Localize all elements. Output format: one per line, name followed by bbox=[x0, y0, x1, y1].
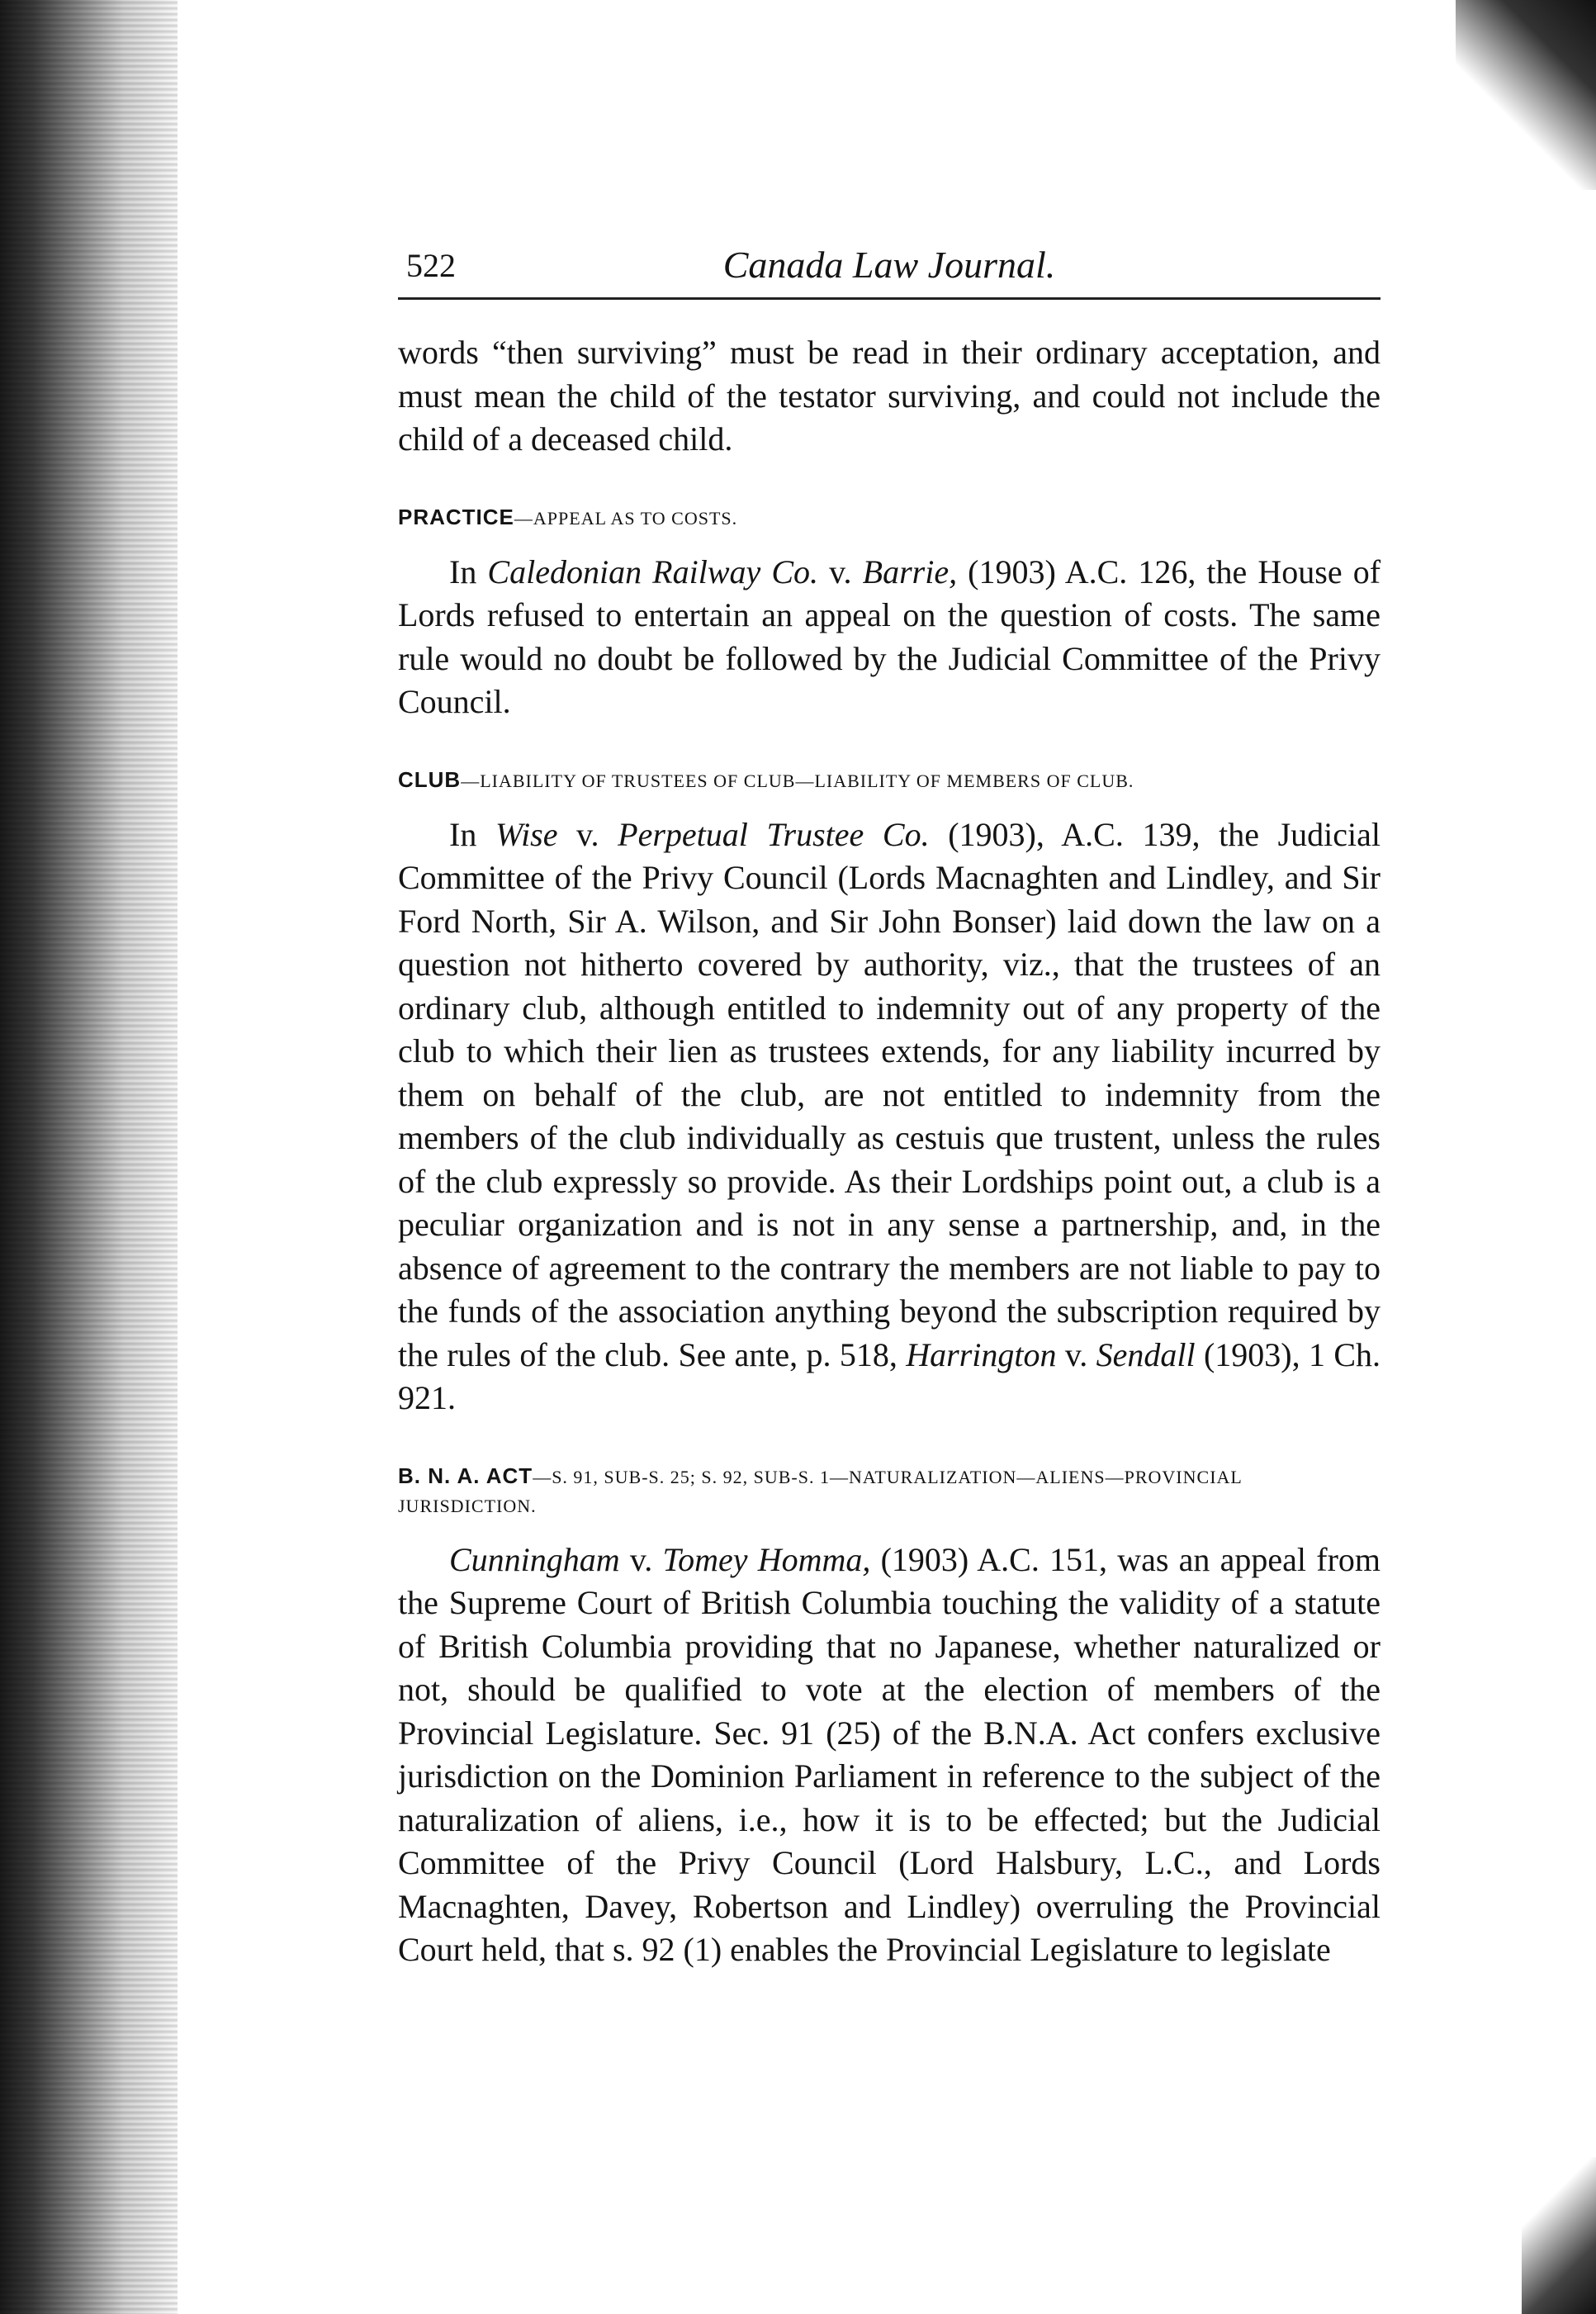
text-run: (1903), 1 Ch. 921. bbox=[398, 1335, 1381, 1416]
page-header bbox=[398, 239, 1381, 300]
text-run: (1903) A.C. 151, was an appeal from the Supreme Court of British Columbia touching the validity of a statute of British Columbia providing that no Japanese, whether naturalized or not, should be qualified to vote at the election of members of the Provincial Legislature. Sec. 91 (25) of the B.N.A. Act confers exclusive jurisdiction on the Dominion Parliament in reference to the subject of the naturalization of aliens, i.e., how it is to be effected; but the Judicial Committee of the Privy Council (Lord Halsbury, L.C., and Lords Macnaghten, Davey, Robertson and Lindley) overruling the Provincial Court held, that s. 92 (1) enables the Provincial Legislature to legislate bbox=[398, 1540, 1381, 1968]
page-number: 522 bbox=[406, 247, 456, 284]
bna-paragraph bbox=[398, 1539, 1381, 1972]
case-name: Barrie, bbox=[862, 552, 958, 590]
text-run: In bbox=[449, 815, 495, 853]
section-heading-practice bbox=[398, 503, 1381, 533]
heading-rest: —APPEAL AS TO COSTS. bbox=[514, 507, 738, 529]
section-heading-club bbox=[398, 766, 1381, 795]
journal-page bbox=[398, 239, 1381, 1972]
text-run: In bbox=[449, 552, 488, 590]
text-run: (1903) A.C. 126, the House of Lords refused to entertain an appeal on the question of costs. The same rule would no doubt be followed by the Judicial Committee of the Privy Council. bbox=[398, 552, 1381, 720]
case-name: Harrington bbox=[906, 1335, 1057, 1373]
scan-corner-shadow bbox=[1456, 0, 1596, 190]
text-run: v. bbox=[1056, 1335, 1096, 1373]
heading-lead: B. N. A. ACT bbox=[398, 1463, 533, 1488]
text-run: (1903), A.C. 139, the Judicial Committee of the Privy Council (Lords Macnaghten and Lindley, and Sir Ford North, Sir A. Wilson, and Sir John Bonser) laid down the law on a question not hitherto covered by authority, viz., that the trustees of an ordinary club, although entitled to indemnity out of any property of the club to which their lien as trustees extends, for any liability incurred by them on behalf of the club, are not entitled to indemnity from the members of the club individually as cestuis que trustent, unless the rules of the club expressly so provide. As their Lordships point out, a club is a peculiar organization and is not in any sense a partnership, and, in the absence of agreement to the contrary the members are not liable to pay to the funds of the association anything beyond the subscription required by the rules of the club. See ante, p. 518, bbox=[398, 815, 1381, 1373]
article-body bbox=[398, 331, 1381, 1972]
scan-corner-shadow-bottom bbox=[1522, 2157, 1596, 2314]
case-name: Tomey Homma, bbox=[662, 1540, 871, 1578]
text-run: v. bbox=[818, 552, 863, 590]
heading-lead: PRACTICE bbox=[398, 504, 514, 529]
case-name: Caledonian Railway Co. bbox=[487, 552, 819, 590]
case-name: Sendall bbox=[1096, 1335, 1196, 1373]
heading-rest: —S. 91, SUB-S. 25; S. 92, SUB-S. 1—NATURALIZATION—ALIENS—PROVINCIAL JURISDICTION. bbox=[398, 1466, 1243, 1516]
section-heading-bna bbox=[398, 1462, 1381, 1520]
text-run: v. bbox=[619, 1540, 663, 1578]
running-title: Canada Law Journal. bbox=[722, 244, 1056, 286]
practice-paragraph bbox=[398, 551, 1381, 724]
case-name: Wise bbox=[495, 815, 558, 853]
case-name: Perpetual Trustee Co. bbox=[618, 815, 930, 853]
case-name: Cunningham bbox=[449, 1540, 620, 1578]
text-run: v. bbox=[557, 815, 618, 853]
intro-paragraph: words “then surviving” must be read in their ordinary acceptation, and must mean the child of the testator surviving, and could not include the child of a deceased child. bbox=[398, 334, 1381, 458]
heading-rest: —LIABILITY OF TRUSTEES OF CLUB—LIABILITY OF MEMBERS OF CLUB. bbox=[461, 770, 1134, 791]
heading-lead: CLUB bbox=[398, 766, 462, 792]
binding-shadow bbox=[0, 0, 178, 2314]
club-paragraph bbox=[398, 813, 1381, 1420]
